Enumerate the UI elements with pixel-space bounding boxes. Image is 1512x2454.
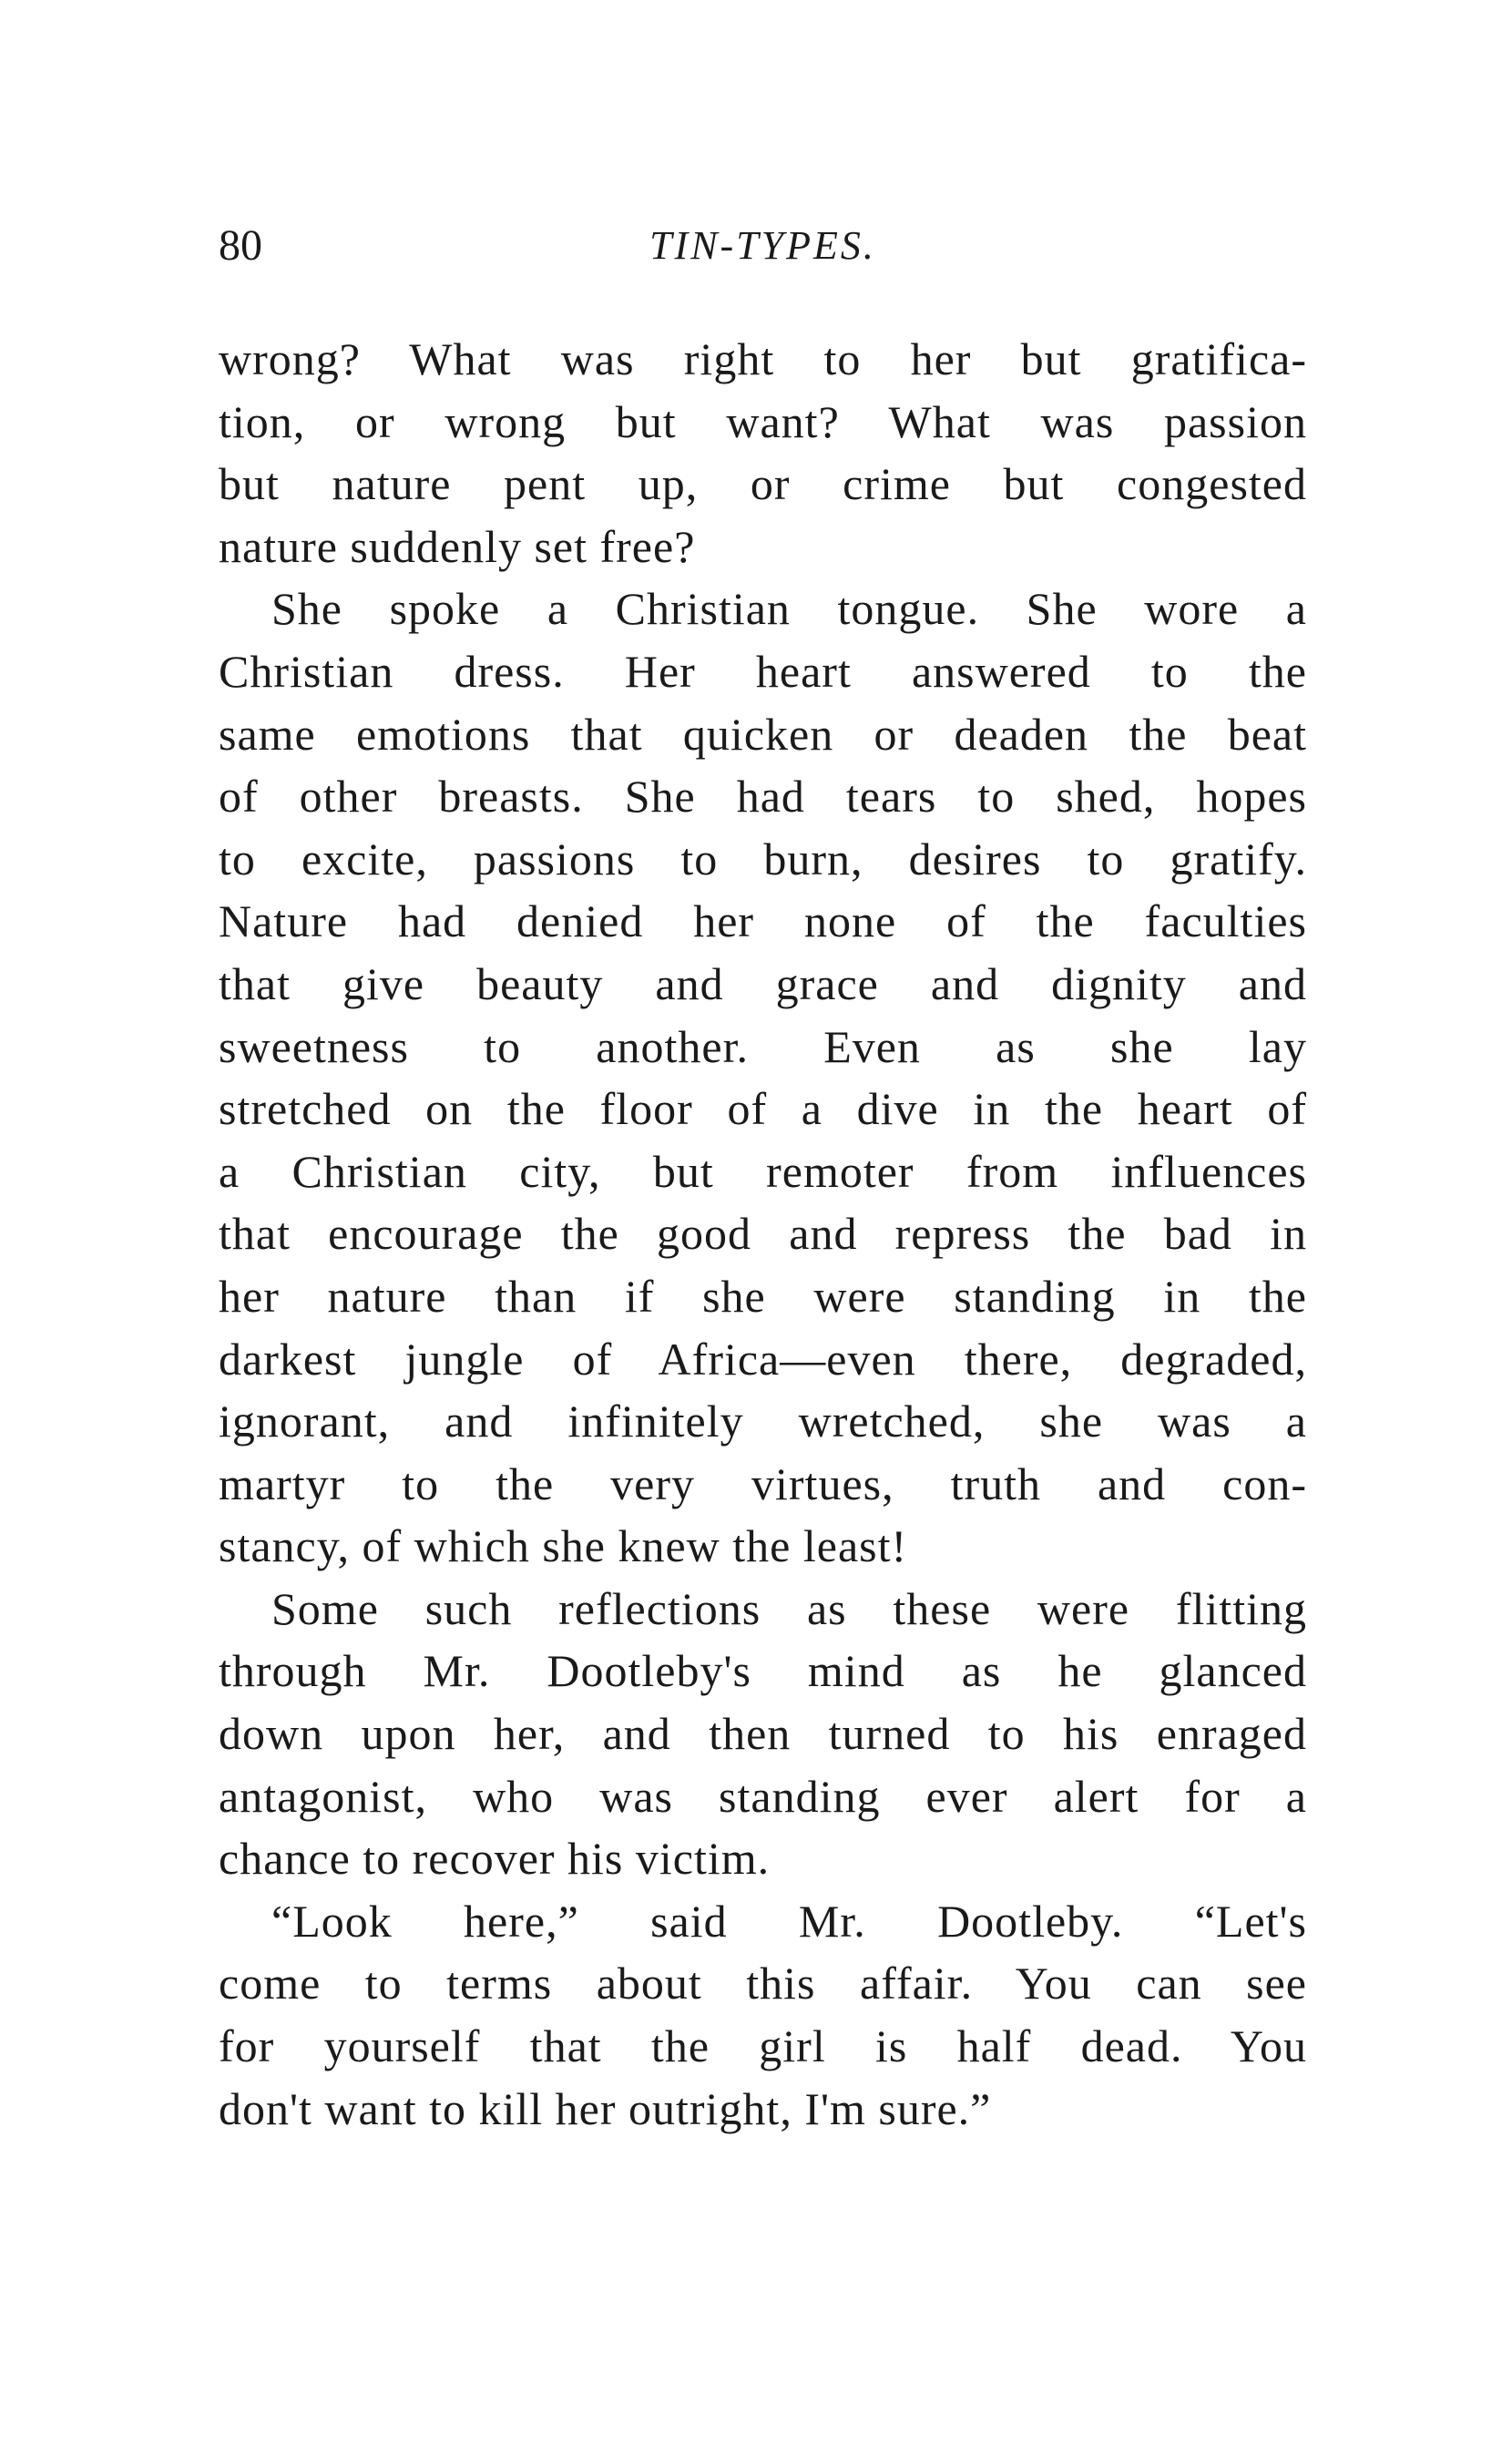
text-line: down upon her, and then turned to his enraged [219, 1708, 1307, 1760]
text-line: darkest jungle of Africa—even there, degraded, [219, 1333, 1307, 1385]
paragraph [219, 578, 1307, 1578]
text-line: of other breasts. She had tears to shed, hopes [219, 771, 1307, 823]
text-line: Christian dress. Her heart answered to the [219, 645, 1307, 697]
text-line: that give beauty and grace and dignity and [219, 957, 1307, 1009]
paragraph [219, 1578, 1307, 1890]
text-line: stretched on the floor of a dive in the heart of [219, 1083, 1307, 1135]
text-line: for yourself that the girl is half dead. You [219, 2020, 1307, 2072]
running-title: TIN-TYPES. [649, 223, 876, 268]
text-line: nature suddenly set free? [219, 520, 696, 572]
text-line: wrong? What was right to her but gratifica- [219, 333, 1307, 384]
text-line: She spoke a Christian tongue. She wore a [271, 583, 1307, 635]
text-line: come to terms about this affair. You can see [219, 1958, 1307, 2009]
text-line: Nature had denied her none of the faculties [219, 895, 1307, 947]
text-line: her nature than if she were standing in the [219, 1270, 1307, 1322]
text-line: antagonist, who was standing ever alert for a [219, 1770, 1307, 1822]
text-line: ignorant, and infinitely wretched, she was a [219, 1396, 1307, 1447]
text-line: stancy, of which she knew the least! [219, 1520, 908, 1572]
text-line: same emotions that quicken or deaden the beat [219, 708, 1307, 760]
paragraph [219, 328, 1307, 578]
text-line: Some such reflections as these were flitting [271, 1582, 1307, 1634]
body-text [219, 328, 1307, 2140]
text-line: “Look here,” said Mr. Dootleby. “Let's [271, 1895, 1307, 1947]
text-line: chance to recover his victim. [219, 1833, 771, 1885]
text-line: through Mr. Dootleby's mind as he glanced [219, 1645, 1307, 1697]
text-line: a Christian city, but remoter from influences [219, 1145, 1307, 1197]
paragraph [219, 1890, 1307, 2140]
page-header [219, 219, 1307, 273]
text-line: martyr to the very virtues, truth and con- [219, 1457, 1307, 1509]
text-line: sweetness to another. Even as she lay [219, 1020, 1307, 1072]
text-line: to excite, passions to burn, desires to gratify. [219, 833, 1307, 884]
text-line: tion, or wrong but want? What was passion [219, 395, 1307, 447]
text-line: that encourage the good and repress the bad in [219, 1208, 1307, 1260]
text-line: but nature pent up, or crime but congested [219, 458, 1307, 510]
page-number: 80 [219, 221, 262, 270]
text-line: don't want to kill her outright, I'm sure.” [219, 2082, 992, 2134]
